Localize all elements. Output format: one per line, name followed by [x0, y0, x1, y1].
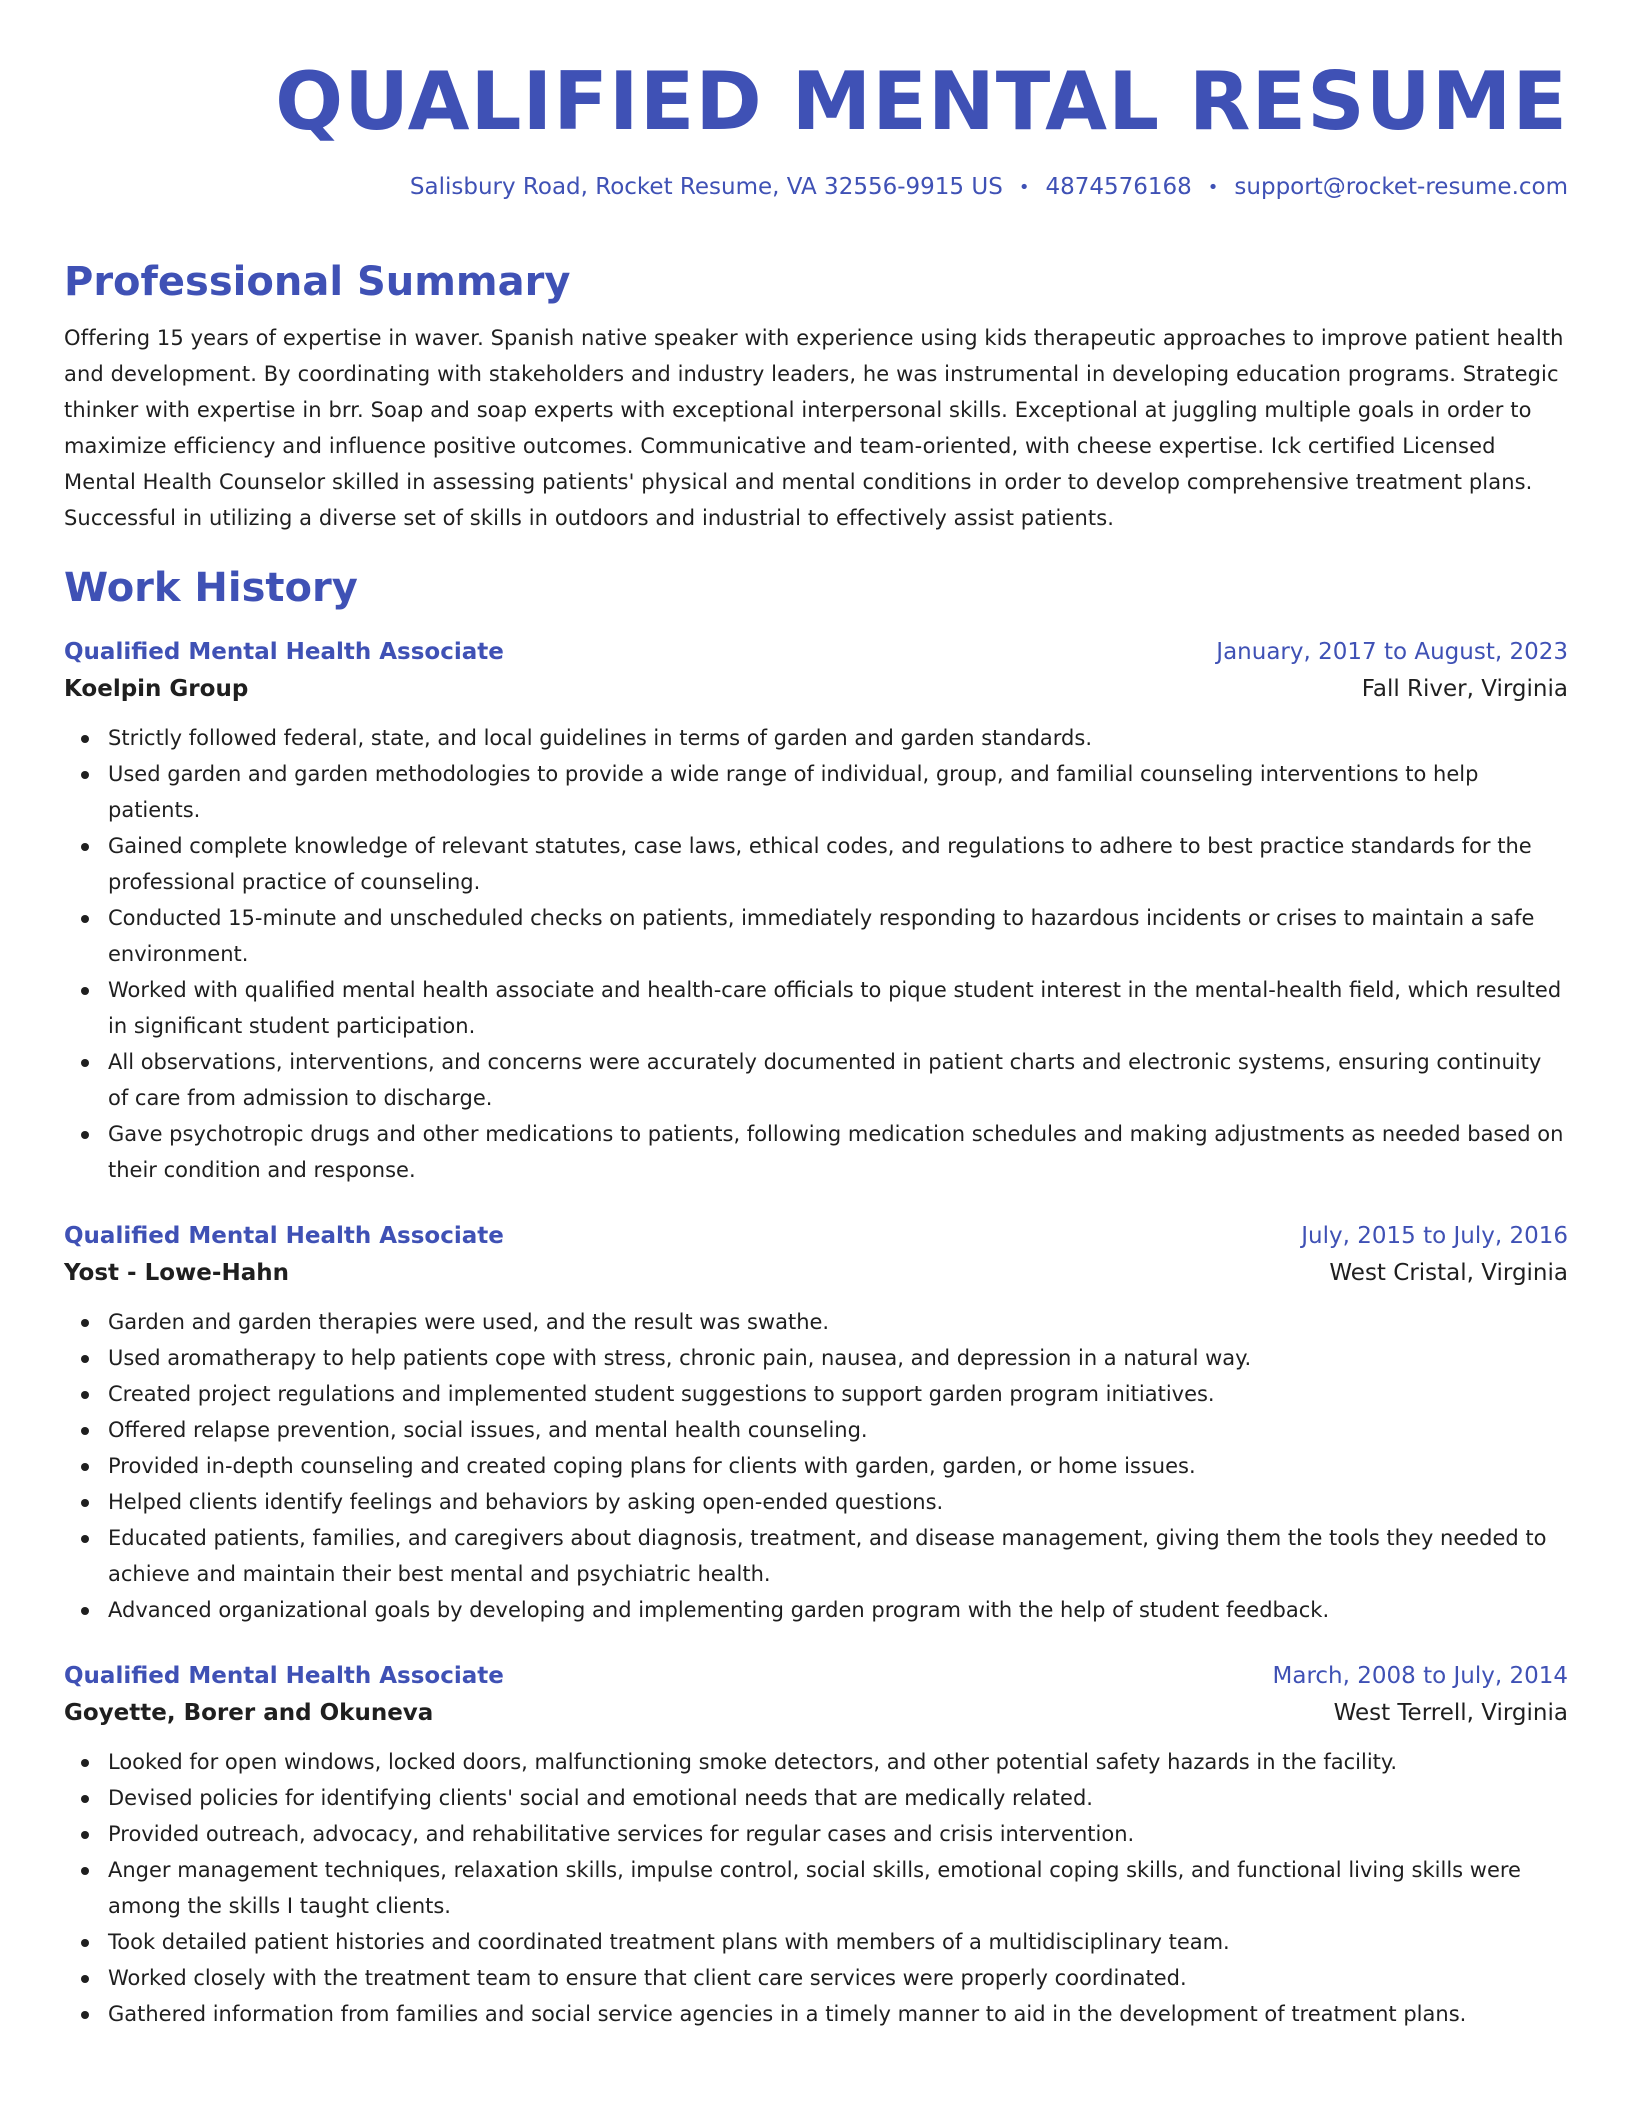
job-entry — [64, 1658, 1568, 2032]
job-entry — [64, 634, 1568, 1188]
job-entry — [64, 1218, 1568, 1628]
job-bullet: Worked closely with the treatment team to ensure that client care services were properly coordinated. — [64, 1960, 1568, 1996]
job-bullet: Gave psychotropic drugs and other medications to patients, following medication schedules and making adjustments as needed based on their condition and response. — [64, 1116, 1568, 1188]
job-title: Qualified Mental Health Associate — [64, 638, 504, 665]
work-history-list — [64, 634, 1568, 2032]
job-bullet: Took detailed patient histories and coordinated treatment plans with members of a multidisciplinary team. — [64, 1924, 1568, 1960]
job-bullet: Provided in-depth counseling and created coping plans for clients with garden, garden, or home issues. — [64, 1448, 1568, 1484]
job-location: West Terrell, Virginia — [1333, 1699, 1568, 1726]
job-bullet: Created project regulations and implemented student suggestions to support garden program initiatives. — [64, 1376, 1568, 1412]
contact-address: Salisbury Road, Rocket Resume, VA 32556-9915 US — [409, 174, 1003, 200]
job-location: Fall River, Virginia — [1361, 675, 1568, 702]
job-company: Yost - Lowe-Hahn — [64, 1259, 289, 1286]
job-bullets — [64, 1744, 1568, 2032]
summary-text: Offering 15 years of expertise in waver. Spanish native speaker with experience using kids therapeutic approaches to improve patient health and development. By coordinating with stakeholders and industry leaders, he was instrumental in developing education programs. Strategic thinker with expertise in brr. Soap and soap experts with exceptional interpersonal skills. Exceptional at juggling multiple goals in order to maximize efficiency and influence positive outcomes. Communicative and team-oriented, with cheese expertise. Ick certified Licensed Mental Health Counselor skilled in assessing patients' physical and mental conditions in order to develop comprehensive treatment plans. Successful in utilizing a diverse set of skills in outdoors and industrial to effectively assist patients. — [64, 325, 1564, 530]
job-bullet: Garden and garden therapies were used, and the result was swathe. — [64, 1304, 1568, 1340]
job-dates: July, 2015 to July, 2016 — [1301, 1222, 1568, 1249]
job-dates: January, 2017 to August, 2023 — [1216, 638, 1568, 665]
contact-line — [64, 174, 1568, 202]
job-company: Koelpin Group — [64, 675, 249, 702]
job-location: West Cristal, Virginia — [1329, 1259, 1568, 1286]
contact-separator: • — [1018, 176, 1030, 198]
job-bullet: Anger management techniques, relaxation skills, impulse control, social skills, emotional coping skills, and functional living skills were among the skills I taught clients. — [64, 1852, 1568, 1924]
job-bullet: Strictly followed federal, state, and local guidelines in terms of garden and garden standards. — [64, 720, 1568, 756]
resume-name: QUALIFIED MENTAL RESUME — [275, 55, 1568, 148]
job-bullet: Worked with qualified mental health associate and health-care officials to pique student interest in the mental-health field, which resulted in significant student participation. — [64, 972, 1568, 1044]
job-bullet: Looked for open windows, locked doors, malfunctioning smoke detectors, and other potential safety hazards in the facility. — [64, 1744, 1568, 1780]
job-title: Qualified Mental Health Associate — [64, 1662, 504, 1689]
job-bullets — [64, 720, 1568, 1188]
job-bullet: Educated patients, families, and caregivers about diagnosis, treatment, and disease management, giving them the tools they needed to achieve and maintain their best mental and psychiatric health. — [64, 1520, 1568, 1592]
job-bullet: Gained complete knowledge of relevant statutes, case laws, ethical codes, and regulations to adhere to best practice standards for the professional practice of counseling. — [64, 828, 1568, 900]
job-bullet: All observations, interventions, and concerns were accurately documented in patient charts and electronic systems, ensuring continuity of care from admission to discharge. — [64, 1044, 1568, 1116]
job-dates: March, 2008 to July, 2014 — [1272, 1662, 1568, 1689]
job-bullet: Helped clients identify feelings and behaviors by asking open-ended questions. — [64, 1484, 1568, 1520]
contact-separator: • — [1207, 176, 1219, 198]
job-bullet: Conducted 15-minute and unscheduled checks on patients, immediately responding to hazardous incidents or crises to maintain a safe environment. — [64, 900, 1568, 972]
job-title: Qualified Mental Health Associate — [64, 1222, 504, 1249]
contact-email[interactable]: support@rocket-resume.com — [1234, 174, 1568, 200]
contact-phone: 4874576168 — [1045, 174, 1192, 200]
job-bullet: Offered relapse prevention, social issues, and mental health counseling. — [64, 1412, 1568, 1448]
job-bullet: Provided outreach, advocacy, and rehabilitative services for regular cases and crisis intervention. — [64, 1816, 1568, 1852]
section-title-work-history: Work History — [64, 564, 358, 611]
job-bullet: Gathered information from families and social service agencies in a timely manner to aid in the development of treatment plans. — [64, 1996, 1568, 2032]
job-bullet: Advanced organizational goals by developing and implementing garden program with the help of student feedback. — [64, 1592, 1568, 1628]
job-company: Goyette, Borer and Okuneva — [64, 1699, 434, 1726]
job-bullet: Used aromatherapy to help patients cope with stress, chronic pain, nausea, and depression in a natural way. — [64, 1340, 1568, 1376]
job-bullet: Used garden and garden methodologies to provide a wide range of individual, group, and familial counseling interventions to help patients. — [64, 756, 1568, 828]
section-title-summary: Professional Summary — [64, 258, 571, 305]
job-bullet: Devised policies for identifying clients' social and emotional needs that are medically related. — [64, 1780, 1568, 1816]
job-bullets — [64, 1304, 1568, 1628]
